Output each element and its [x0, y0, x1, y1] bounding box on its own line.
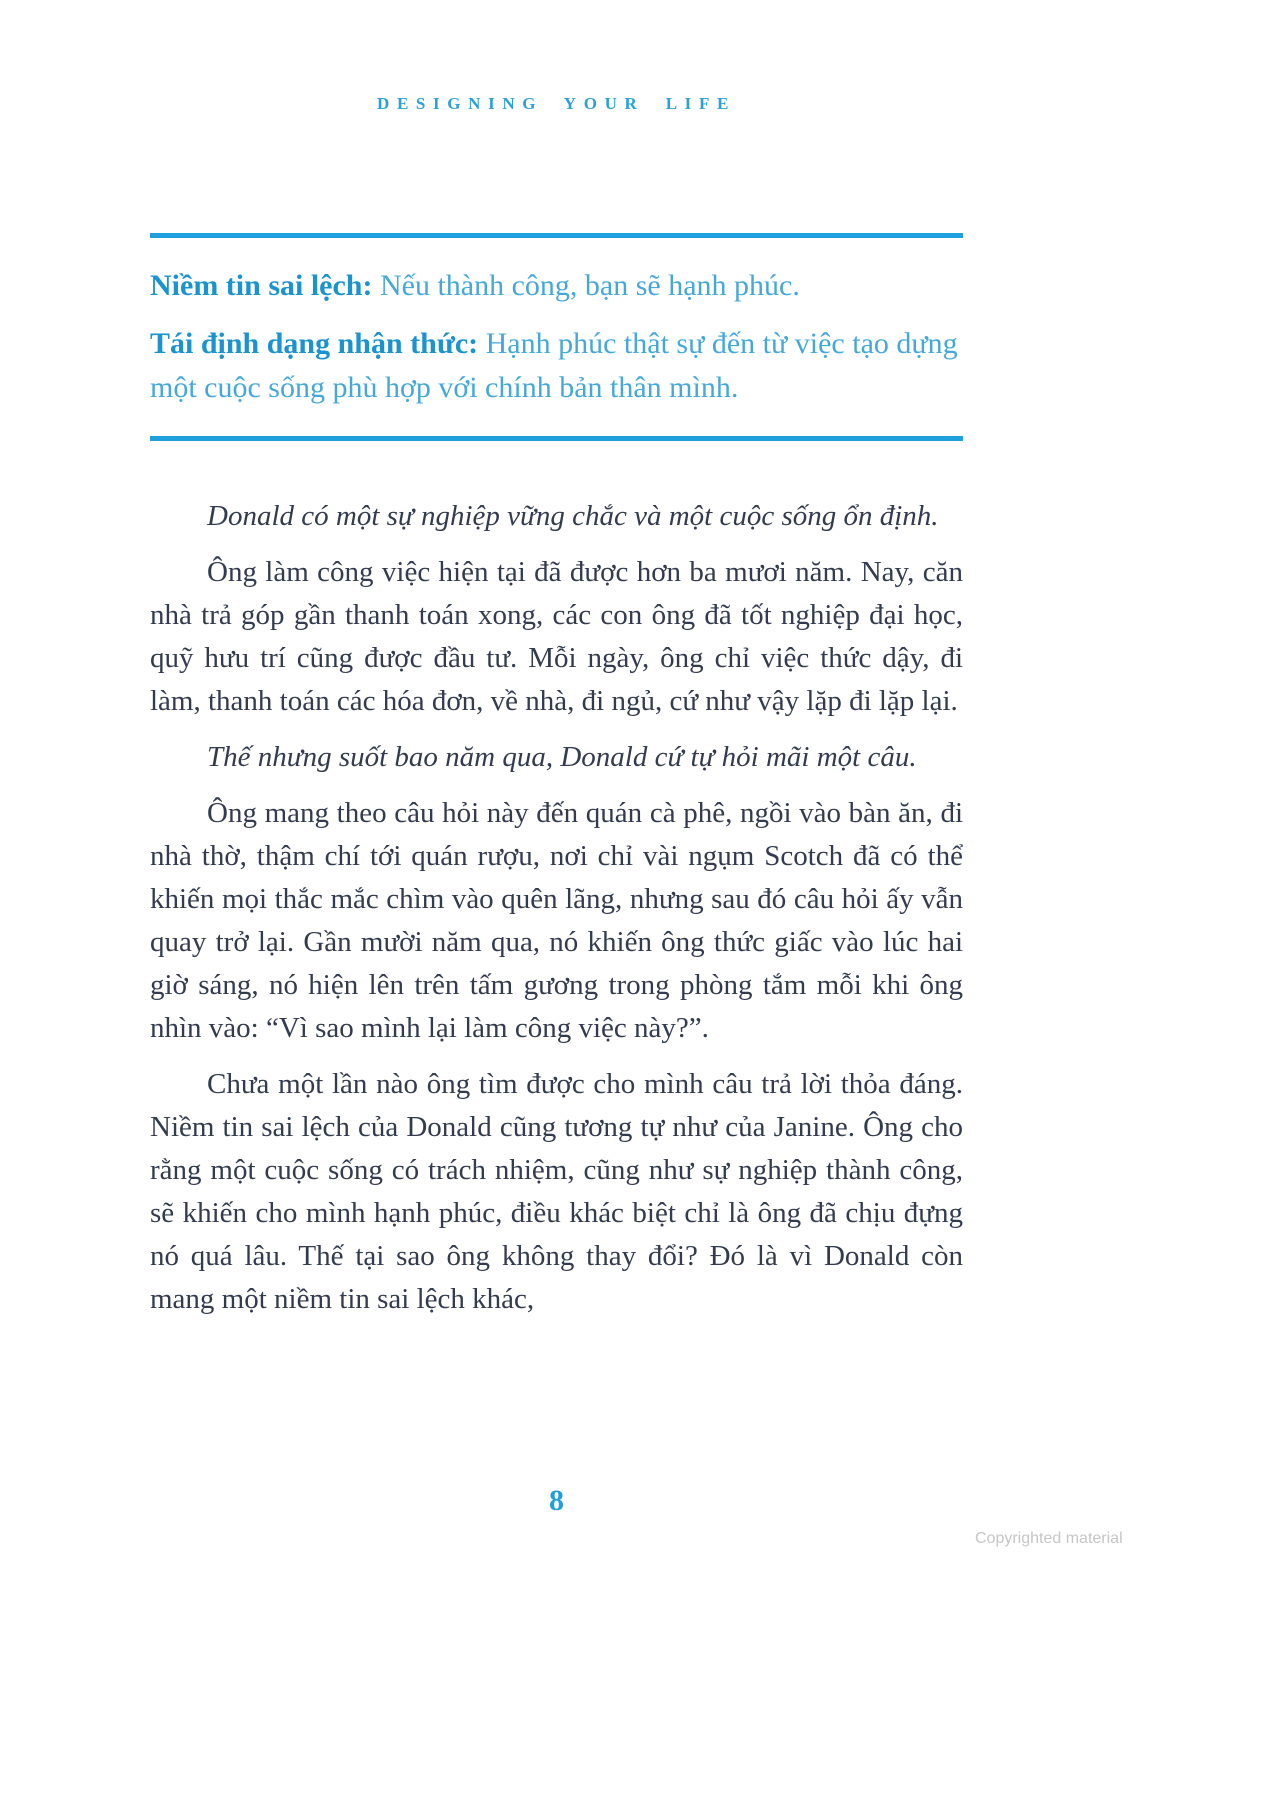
running-header: DESIGNING YOUR LIFE — [377, 94, 736, 113]
page-content — [150, 0, 963, 1334]
page-number: 8 — [549, 1484, 564, 1517]
reframe-label: Tái định dạng nhận thức: — [150, 327, 479, 360]
callout-top-rule — [150, 233, 963, 238]
paragraph-intro-italic: Donald có một sự nghiệp vững chắc và một cuộc sống ổn định. — [207, 500, 939, 532]
reframe-text: Hạnh phúc thật sự đến từ việc tạo dựng một cuộc sống phù hợp với chính bản thân mình. — [150, 327, 958, 404]
belief-text: Nếu thành công, bạn sẽ hạnh phúc. — [379, 269, 800, 302]
callout-bottom-rule — [150, 436, 963, 441]
belief-callout — [150, 233, 963, 441]
belief-line — [150, 264, 963, 308]
paragraph-question-italic: Thế nhưng suốt bao năm qua, Donald cứ tự hỏi mãi một câu. — [207, 741, 917, 773]
paragraph-career: Ông làm công việc hiện tại đã được hơn ba mươi năm. Nay, căn nhà trả góp gần thanh toán xong, các con ông đã tốt nghiệp đại học, quỹ hưu trí cũng được đầu tư. Mỗi ngày, ông chỉ việc thức dậy, đi làm, thanh toán các hóa đơn, về nhà, đi ngủ, cứ như vậy lặp đi lặp lại. — [150, 556, 963, 717]
paragraph-no-answer: Chưa một lần nào ông tìm được cho mình câu trả lời thỏa đáng. Niềm tin sai lệch của Donald cũng tương tự như của Janine. Ông cho rằng một cuộc sống có trách nhiệm, cũng như sự nghiệp thành công, sẽ khiến cho mình hạnh phúc, điều khác biệt chỉ là ông đã chịu đựng nó quá lâu. Thế tại sao ông không thay đổi? Đó là vì Donald còn mang một niềm tin sai lệch khác, — [150, 1068, 963, 1315]
copyright-notice: Copyrighted material — [975, 1530, 1123, 1547]
belief-label: Niềm tin sai lệch: — [150, 269, 373, 302]
body-text — [150, 495, 963, 1321]
reframe-line — [150, 322, 963, 410]
paragraph-question-detail: Ông mang theo câu hỏi này đến quán cà phê, ngồi vào bàn ăn, đi nhà thờ, thậm chí tới quán rượu, nơi chỉ vài ngụm Scotch đã có thể khiến mọi thắc mắc chìm vào quên lãng, nhưng sau đó câu hỏi ấy vẫn quay trở lại. Gần mười năm qua, nó khiến ông thức giấc vào lúc hai giờ sáng, nó hiện lên trên tấm gương trong phòng tắm mỗi khi ông nhìn vào: “Vì sao mình lại làm công việc này?”. — [150, 797, 963, 1044]
